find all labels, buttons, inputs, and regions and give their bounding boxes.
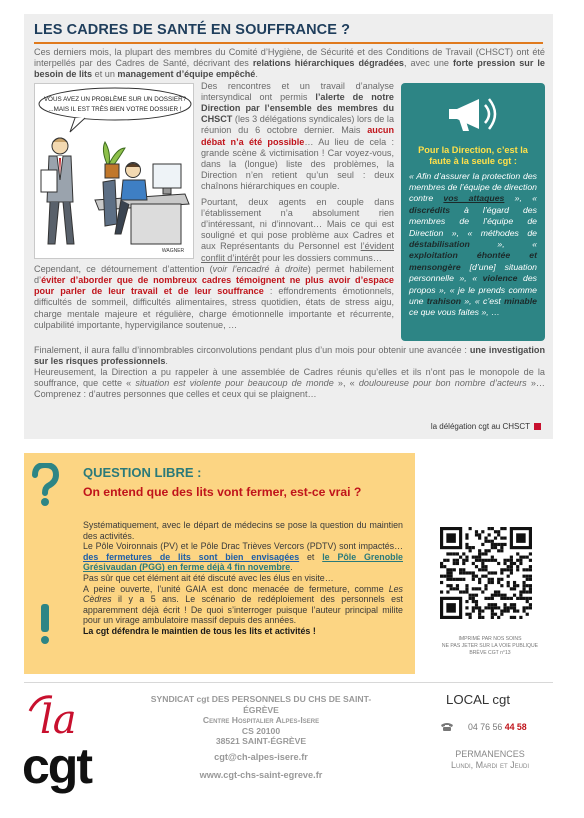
callout-quote: « Afin d’assurer la protection des membres de l’équipe de direction contre vos attaques », « discrédits à l’égard des membres de l’équipe de Direction », « méthodes de déstabilisation », « exploitation éhontée et mensongère [d’une] situation personnelle », « violence des propos », « je le prends comme une trahison », « c’est minable ce que vous faites », …: [409, 170, 538, 318]
permanences-title: PERMANENCES: [455, 749, 525, 759]
address-line-3: 38521 SAINT-ÉGRÈVE: [215, 736, 307, 747]
permanences: [420, 749, 560, 771]
question-paragraph-5: La cgt défendra le maintien de tous les lits et activités !: [83, 625, 316, 636]
question-mark-icon: [31, 463, 59, 507]
phone-number[interactable]: 04 76 56 44 58: [440, 722, 560, 732]
article-panel: [24, 14, 553, 439]
question-paragraph-2: Le Pôle Voironnais (PV) et le Pôle Drac Trièves Vercors (PDTV) sont impactés… des fermetures de lits sont bien envisagées et le Pôle Grenoble Grésivaudan (PGG) en ferme déjà 4 fin novembre.: [83, 541, 403, 573]
imprint-line-1: IMPRIMÉ PAR NOS SOINS: [458, 636, 522, 642]
exclamation-icon: [37, 603, 53, 645]
question-paragraph-4: A peine ouverte, l’unité GAIA est donc menacée de fermeture, comme Les Cèdres il y a 5 ans. Le scénario de redéploiement des personnels est apparemment déjà écrit ! De quoi s’interroger puisque l’auteur principal milite pour un virage ambulatoire massif depuis des années.: [83, 583, 403, 626]
union-name: SYNDICAT cgt DES PERSONNELS DU CHS DE SAINT-ÉGRÈVE: [150, 694, 372, 715]
permanences-days: Lundi, Mardi et Jeudi: [450, 760, 529, 770]
article-paragraph-5: Finalement, il aura fallu d’innombrables circonvolutions pendant plus d’un mois pour obtenir une avancée : une investigation sur les risques professionnels.: [34, 344, 545, 366]
svg-text:cgt: cgt: [22, 738, 91, 794]
title-divider: [34, 42, 543, 44]
article-paragraph-6: Heureusement, la Direction a pu rappeler à une assemblée de Cadres réunis qu’elles et ils n’ont pas le monopole de la souffrance, que cette « situation est violente pour beaucoup de monde », « douloureuse pour bon nombre d’acteurs »… Comprenez : d’autres personnes que celles et ceux qui se plaignent…: [34, 367, 545, 400]
address-line-1: Centre Hospitalier Alpes-Isere: [202, 715, 320, 726]
red-square-icon: [534, 423, 541, 430]
cartoonist-signature: WAGNER: [161, 247, 185, 254]
imprint-line-2: NE PAS JETER SUR LA VOIE PUBLIQUE: [441, 643, 539, 649]
question-title: QUESTION LIBRE :: [83, 465, 202, 480]
cartoon-illustration: [34, 83, 194, 259]
cgt-logo: [18, 683, 136, 801]
qr-code[interactable]: [440, 527, 532, 619]
email-link[interactable]: cgt@ch-alpes-isere.fr: [214, 752, 308, 762]
svg-text:la: la: [40, 697, 77, 743]
question-body: [83, 520, 403, 637]
article-body: [34, 47, 545, 401]
local-title: LOCAL cgt: [446, 692, 511, 707]
article-paragraph-2: Des rencontres et un travail d’analyse intersyndical ont permis l’alerte de notre Direction par l’ensemble des membres du CHSCT (les 3 délégations syndicales) lors de la réunion du 6 octobre dernier. Mais aucun débat n’a été possible… Au lieu de cela : grande scène & victimisation ! Car voyez-vous, dans la (longue) liste des problèmes, la Direction n’en retient qu’un seul : deux chaînons hiérarchiques en couple.: [201, 80, 395, 192]
article-paragraph-3: Pourtant, deux agents en couple dans l’établissement n’a absolument rien d’intéressant, ni d’innovant… Mais ce qui est souligné et qui pose problème aux Cadres et aux Représentants du Personnel est l’évident conflit d’intérêt pour les dossiers communs…: [201, 196, 394, 263]
phone-icon: [440, 722, 454, 732]
callout-heading: Pour la Direction, c’est la faute à la seule cgt :: [418, 144, 528, 166]
question-panel: [24, 453, 415, 674]
imprint-note: [431, 636, 549, 657]
union-address: [141, 694, 381, 747]
question-paragraph-3: Pas sûr que cet élément ait été discuté avec les élus en visite…: [83, 572, 334, 583]
speech-line-2: ...MAIS IL EST TRÈS BIEN VOTRE DOSSIER !: [48, 105, 182, 113]
article-title: LES CADRES DE SANTÉ EN SOUFFRANCE ?: [34, 22, 351, 38]
article-signature: la délégation cgt au CHSCT: [431, 422, 541, 431]
article-paragraph-4: Cependant, ce détournement d’attention (voir l’encadré à droite) permet habilement d’éviter d’aborder que de nombreux cadres témoignent ne plus avoir d’espace pour parler de leur travail et de leur souffrance : effondrements émotionnels, difficultés de sommeil, difficultés alimentaires, stress quotidien, états de stress aigu, charge mentale majeure et régulière, charge émotionnelle importante et récurrente, culpabilité importante, hypervigilance soutenue, …: [34, 263, 395, 330]
question-subtitle: On entend que des lits vont fermer, est-ce vrai ?: [83, 485, 362, 499]
website-link[interactable]: www.cgt-chs-saint-egreve.fr: [199, 770, 323, 780]
address-line-2: CS 20100: [241, 725, 281, 736]
direction-callout: [401, 83, 545, 341]
speech-line-1: VOUS AVEZ UN PROBLÈME SUR UN DOSSIER?: [43, 95, 187, 103]
megaphone-icon: [443, 91, 503, 139]
imprint-line-3: BRÈVE CGT n°13: [469, 650, 511, 656]
article-paragraph-1: Ces derniers mois, la plupart des membres du Comité d’Hygiène, de Sécurité et des Conditions de Travail (CHSCT) ont été interpellés par des Cadres de Santé, décrivant des relations hiérarchiques dégradées, avec une forte pression sur le besoin de lits et un management d’équipe empêché.: [34, 47, 545, 80]
question-paragraph-1: Systématiquement, avec le départ de médecins se pose la question du maintien des activités.: [83, 520, 403, 541]
